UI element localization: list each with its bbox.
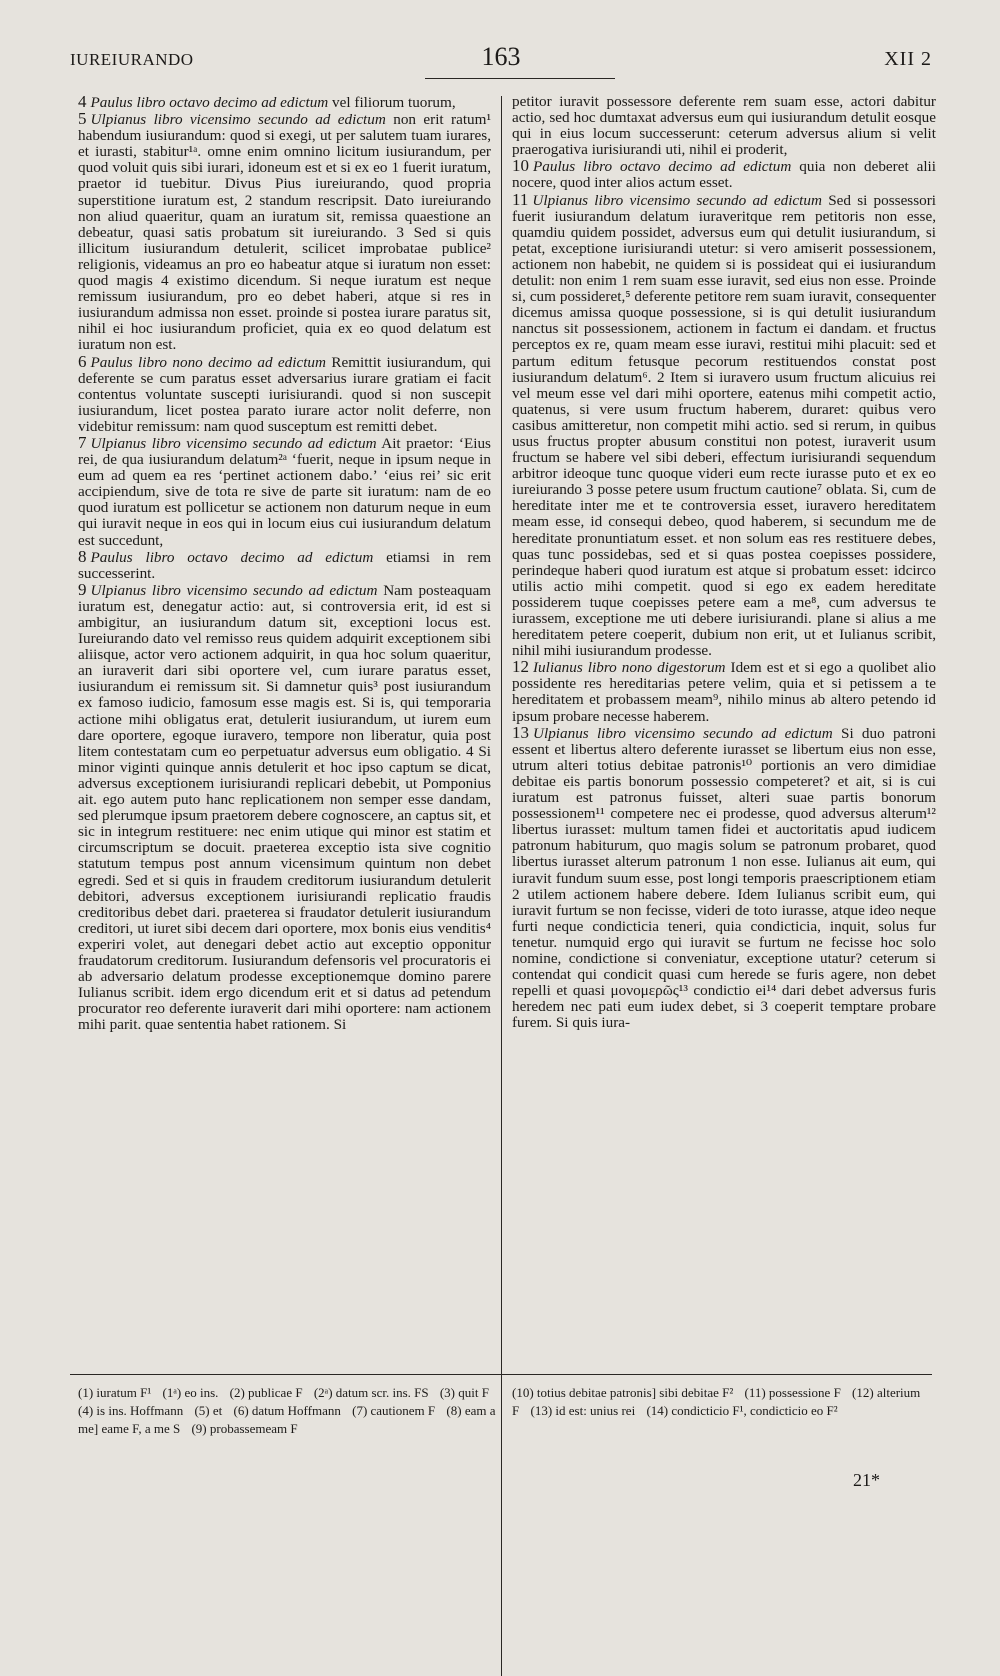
running-header [70, 40, 932, 80]
fragment-number: 10 [512, 156, 529, 176]
fragment-text: petitor iuravit possessore deferente rem suam esse, actori dabitur actio, sed hoc dumtaxat adversus eum qui iusiurandum detulit eosque qui in eius locum successerunt: ceterum adversus alium si velit praerogativa iurisiurandi uti, nihil ei proderit, [512, 93, 936, 159]
fragment-text: Si duo patroni essent et libertus altero deferente iurasset se libertum eius non esse, utrum alteri totius debitae patronis¹⁰ portionis an vero dimidiae debitae eis partis bonorum possessio competeret? et ait, si is cui iuratum est patronus fuisset, alteri suae partis bonorum possessionem¹¹ competere nec ei prodesse, quod adversus alterum¹² libertus iurasset: multum tamen fidei et auctoritatis apud iudicem patronum habiturum, quo magis solum se patronum probaret, quod libertus iurasset alterum patronum 1 non esse. Iulianus ait eum, qui iuravit fundum suum esse, post longi temporis praescriptionem etiam 2 utilem actionem habere debere. Idem Iulianus scribit eum, qui iuravit furtum se non fecisse, videri de toto iurasse, atque ideo neque furti neque condicticia teneri, quia condicticia, inquit, solus fur tenetur. numquid ergo qui iuravit se furtum ne fecisse hoc solo nomine, condictione si conveniatur, exceptione utatur? ceterum si contendat qui condicit quasi cum herede se furis agere, non debet repelli et quasi μονομερῶς¹³ condictio ei¹⁴ dari debet adversus furis heredem nec pati eum iudex debet, si 3 coeperit temptare probare furem. Si quis iura- [512, 724, 936, 1032]
header-section: XII 2 [884, 48, 932, 70]
fragment-number: 4 [78, 92, 87, 111]
footnotes-left [78, 1384, 498, 1438]
fragment-rubric: Paulus libro nono decimo ad edictum [90, 353, 326, 371]
footnote-rule [70, 1374, 932, 1375]
column-divider [501, 96, 502, 1676]
fragment-paragraph [512, 189, 936, 660]
right-column [512, 94, 936, 1031]
fragment-number: 11 [512, 189, 529, 209]
fragment-paragraph [78, 546, 492, 582]
fragment-text: vel filiorum tuorum, [332, 94, 456, 111]
footnote: (10) totius debitae patronis] sibi debitae F² [512, 1385, 734, 1400]
fragment-rubric: Ulpianus libro vicensimo secundo ad edictum [532, 191, 822, 209]
fragment-text: Idem est et si ego a quolibet alio possidente res hereditarias petere velim, quia et si petissem a te hereditatem et probassem meam⁹, nihilo minus ab altero petendo id ipsum probare necesse haberem. [512, 659, 936, 725]
fragment-rubric: Ulpianus libro vicensimo secundo ad edictum [90, 434, 377, 452]
footnote: (8) eam a me] eame F, a me S [78, 1403, 496, 1436]
fragment-rubric: Ulpianus libro vicensimo secundo ad edictum [90, 111, 386, 129]
fragment-paragraph [78, 94, 491, 111]
fragment-text: non erit ratum¹ habendum iusiurandum: quod si exegi, ut per salutem tuam iurares, et iurasti, stabitur¹ᵃ. omne enim omnino licitum iusiurandum, per quod voluit quis sibi iurari, idoneum est et si ex eo 1 fuerit iuratum, praetor id tuebitur. Divus Pius iureiurando, quod propria superstitione iuratum est, 2 standum rescripsit. Dato iureiurando non aliud quaeritur, quam an iuratum sit, remissa quaestione an debeatur, quasi satis probatum sit iureiurando. 3 Sed si quis illicitum iusiurandum detulerit, scilicet improbatae publice² religionis, videamus an pro eo habeatur atque si iuratum non esset: quod magis 4 existimo dicendum. Si neque iuratum est neque remissum iusiurandum, pro eo debet haberi, atque si res in iusiurandum admissa non esset. proinde si postea iurare paratus sit, nihil ei hoc iusiurandum proficiet, quia ex eo quod delatum est iuratum non est. [78, 111, 491, 354]
fragment-paragraph [512, 722, 936, 1032]
page-number: 163 [481, 42, 521, 71]
fragment-rubric: Paulus libro octavo decimo ad edictum [90, 548, 374, 566]
header-title: IUREIURANDO [70, 50, 194, 69]
fragment-paragraph [512, 94, 936, 158]
fragment-text: Sed si possessori fuerit iusiurandum delatum iuraveritque rem petitoris non esse, quamdiu quidem possidet, adversus eum qui detulit iusiurandum, si petat, exceptione iurisiurandi utetur: si vero amiserit possessionem, actionem non habebit, ne quidem si is possideat qui ei iusiurandum detulit: non enim 1 rem suam esse iuravit, sed eius non esse. Proinde si, cum possideret,⁵ deferente petitore rem suam iuravit, consequenter dicemus amissa quoque possessione, si is qui detulit iusiurandum nanctus sit possessionem, actionem in factum ei dandam. et fructus perceptos ex re, quam meam esse iuravi, restitui mihi placuit: sed et partum editum fetusque pecorum restituendos constat post iusiurandum delatum⁶. 2 Item si iuravero usum fructum alicuius rei vel meum esse vel dari mihi oportere, eatenus mihi competit actio, quatenus, si vere usum fructum haberem, duraret: quibus vero casibus amitteretur, non competit mihi actio. sed si rerum, in quibus usus fructus propter abusum constitui non potest, iuraverit usum fructum se habere vel sibi deberi, effectum iurisiurandi sequendum arbitror ideoque tunc quoque videri eum recte iurasse puto et ex eo iureiurando 3 posse petere usum fructum cautione⁷ oblata. Si, cum de hereditate inter me et te controversia esset, iuravero hereditatem meam esse, id consequi debeo, quod haberem, si secundum me de hereditate pronuntiatum esset. et non solum eas res restituere debes, quas tunc possidebas, sed et si quas postea coepisses possidere, perindeque haberi quod iuratum est atque si probatum esset: idcirco utilis actio mihi competit. quod si ego ex eadem hereditate possiderem tuque coepisses petere eam a me⁸, cum adversus te iurassem, exceptione me uti debere iurisiurandi. plane si alius a me hereditatem petere coeperit, dubium non erit, ut et Iulianus scribit, nihil mihi iusiurandum prodesse. [512, 191, 936, 660]
signature-mark: 21* [853, 1470, 880, 1490]
header-rule [425, 78, 615, 79]
footnote: (14) condicticio F¹, condicticio eo F² [646, 1403, 838, 1418]
footnote: (12) alterium F [512, 1385, 921, 1418]
fragment-rubric: Paulus libro octavo decimo ad edictum [90, 94, 329, 111]
fragment-paragraph [78, 432, 491, 549]
fragment-paragraph [512, 158, 936, 191]
fragment-paragraph [78, 351, 492, 435]
fragment-paragraph [512, 659, 936, 724]
footnote: (7) cautionem F [352, 1403, 436, 1418]
fragment-text: Remittit iusiurandum, qui deferente se cum paratus esset adversarius iurare gratiam ei facit contentus voluntate suscepti iurisiurandi. quod si non suscepit iusiurandum, licet postea parato iurare actor nolit deferre, non videbitur remissum: nam quod susceptum est remitti debet. [78, 353, 492, 435]
fragment-text: Ait praetor: ‘Eius rei, de qua iusiurandum delatum²ᵃ ‘fuerit, neque in ipsum neque in eum ad quem ea res ‘pertinet actionem dabo.’ ‘eius rei’ sic erit accipiendum, sive de tota re sive de parte sit iuratum: nam de eo quod iuratum est pollicetur se actionem non daturum neque in eum qui iuravit neque in eos qui in locum eius cui iusiurandum delatum est succedunt, [78, 434, 491, 549]
fragment-paragraph [78, 111, 491, 353]
fragment-text: Nam posteaquam iuratum est, denegatur actio: aut, si controversia erit, id est si ambigitur, an iusiurandum datum sit, exceptioni locus est. Iureiurando dato vel remisso reus quidem adquirit exceptionem sibi aliisque, actor vero actionem adquirit, in qua hoc solum quaeritur, an iuraverit dari sibi oportere vel, cum iurare paratus esset, iusiurandum ei remissum sit. Si damnetur quis³ post iusiurandum ex famoso iudicio, famosum esse magis est. Si is, qui temporaria actione mihi obligatus erat, detulerit iusiurandum, ut iurem eum dare oportere, egoque iuravero, tempore non liberatur, quia post litem contestatam cum eo perpetuatur adversus eum obligatio. 4 Si minor viginti quinque annis detulerit et hoc ipso captum se dicat, adversus exceptionem iurisiurandi replicari debebit, ut Pomponius ait. ego autem puto hanc replicationem non semper esse dandam, sed plerumque ipsum praetorem debere cognoscere, an captus sit, et sic in integrum restituere: nec enim utique qui minor est statim et circumscriptum se docuit. praeterea exceptio ista sive cognitio statutum tempus post annum vicensimum quintum non debet egredi. Sed et si quis in fraudem creditorum iusiurandum detulerit debitori, adversus exceptionem iurisiurandi replicatio fraudis creditoribus debet dari. praeterea si fraudator detulerit iusiurandum creditori, ut iuret sibi decem dari oportere, mox bonis eius venditis⁴ experiri volet, aut denegari debet actio aut exceptio opponitur fraudatorum creditorum. Iusiurandum defensoris vel procuratoris ei ab adversario delatum prodesse exceptionemque domino parere Iulianus scribit. idem ergo dicendum erit et si datus ad petendum procurator reo deferente iuraverit dari mihi oportere: nam actionem mihi parit. quae sententia habet rationem. Si [78, 581, 491, 1034]
footnote: (2) publicae F [229, 1385, 303, 1400]
footnote: (1) iuratum F¹ [78, 1385, 152, 1400]
footnotes-right [512, 1384, 936, 1420]
footnote: (9) probassemeam F [191, 1421, 298, 1436]
fragment-number: 12 [512, 657, 529, 677]
fragment-number: 6 [78, 351, 87, 371]
left-column [78, 94, 491, 1033]
fragment-rubric: Ulpianus libro vicensimo secundo ad edictum [90, 581, 378, 599]
fragment-text: quia non deberet alii nocere, quod inter alios actum esset. [512, 158, 937, 192]
footnote: (13) id est: unius rei [530, 1403, 636, 1418]
fragment-rubric: Paulus libro octavo decimo ad edictum [533, 158, 792, 176]
fragment-text: etiamsi in rem successerint. [78, 548, 492, 582]
footnote: (6) datum Hoffmann [233, 1403, 341, 1418]
footnote: (4) is ins. Hoffmann [78, 1403, 184, 1418]
fragment-number: 9 [78, 579, 87, 599]
fragment-paragraph [78, 579, 491, 1034]
fragment-number: 8 [78, 546, 87, 566]
fragment-number: 13 [512, 722, 529, 742]
fragment-number: 7 [78, 432, 87, 452]
footnote: (2ᵃ) datum scr. ins. FS [313, 1385, 429, 1400]
footnote: (1ᵃ) eo ins. [162, 1385, 219, 1400]
fragment-number: 5 [78, 109, 87, 129]
fragment-rubric: Iulianus libro nono digestorum [533, 659, 726, 677]
fragment-rubric: Ulpianus libro vicensimo secundo ad edictum [533, 724, 833, 742]
footnote: (3) quit F [439, 1385, 489, 1400]
footnote: (11) possessione F [744, 1385, 841, 1400]
footnote: (5) et [194, 1403, 223, 1418]
